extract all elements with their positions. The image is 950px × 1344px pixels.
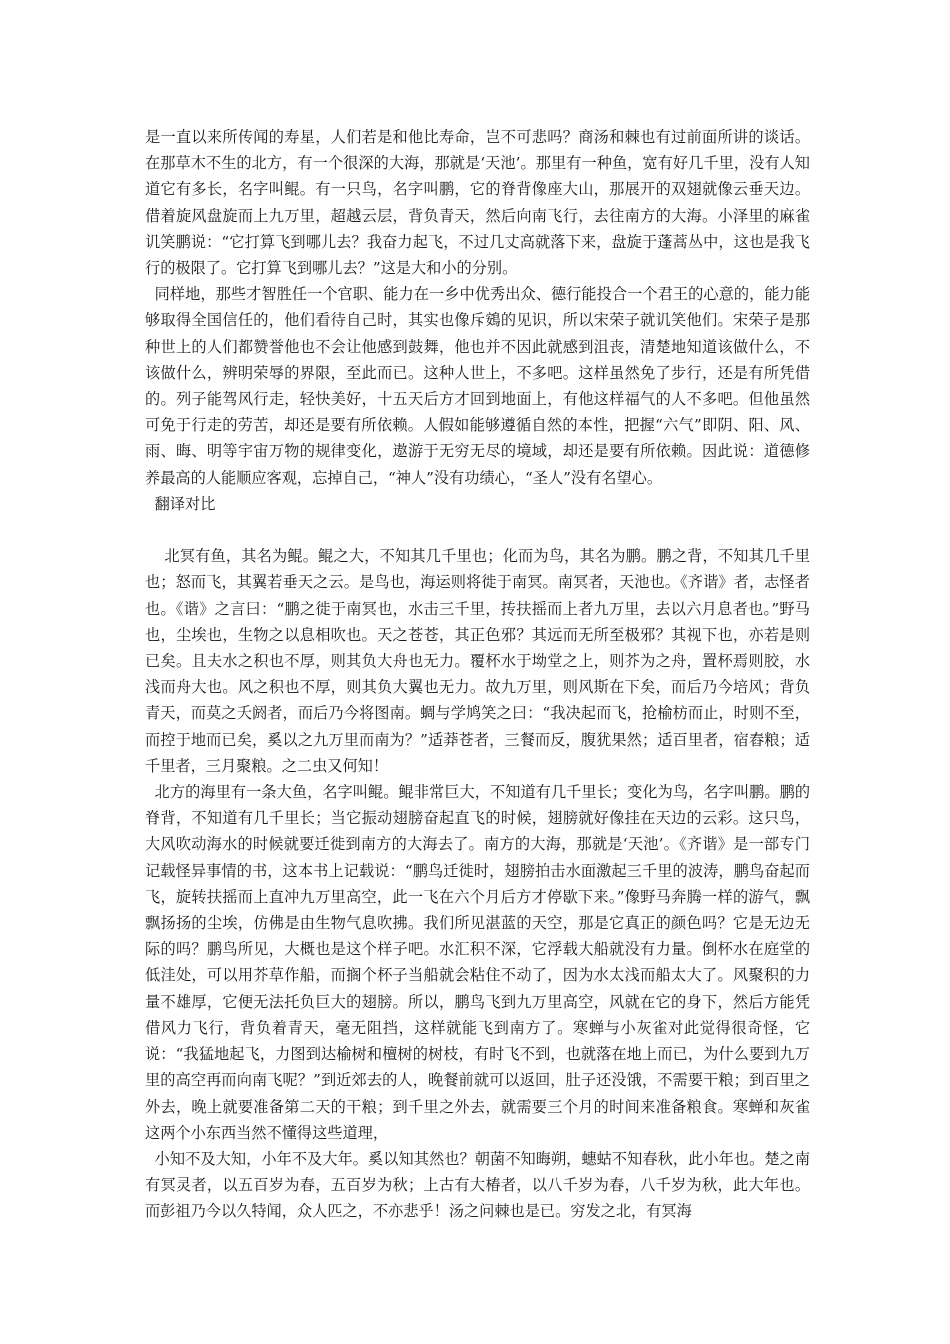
document-body [145, 124, 810, 1225]
paragraph-2: 同样地，那些才智胜任一个官职、能力在一乡中优秀出众、德行能投合一个君王的心意的，能力能够取得全国信任的，他们看待自己时，其实也像斥鴳的见识，所以宋荣子就讥笑他们。宋荣子是那种世上的人们都赞誉他也不会让他感到鼓舞，他也并不因此就感到沮丧，清楚地知道该做什么，不该做什么，辨明荣辱的界限，至此而已。这种人世上，不多吧。这样虽然免了步行，还是有所凭借的。列子能驾风行走，轻快美好，十五天后方才回到地面上，有他这样福气的人不多吧。但他虽然可免于行走的劳苦，却还是要有所依赖。人假如能够遵循自然的本性，把握“六气”即阴、阳、风、雨、晦、明等宇宙万物的规律变化，遨游于无穷无尽的境域，却还是要有所依赖。因此说：道德修养最高的人能顺应客观，忘掉自己，“神人”没有功绩心，“圣人”没有名望心。 [145, 285, 810, 487]
paragraph-5: 小知不及大知，小年不及大年。奚以知其然也？朝菌不知晦朔，蟪蛄不知春秋，此小年也。楚之南有冥灵者，以五百岁为春，五百岁为秋；上古有大椿者，以八千岁为春，八千岁为秋，此大年也。而彭祖乃今以久特闻，众人匹之，不亦悲乎！汤之问棘也是已。穷发之北，有冥海 [145, 1149, 810, 1221]
section-heading: 翻译对比 [154, 494, 216, 513]
paragraph-4: 北方的海里有一条大鱼，名字叫鲲。鲲非常巨大，不知道有几千里长；变化为鸟，名字叫鹏。鹏的脊背，不知道有几千里长；当它振动翅膀奋起直飞的时候，翅膀就好像挂在天边的云彩。这只鸟，大风吹动海水的时候就要迁徙到南方的大海去了。南方的大海，那就是‘天池’。《齐谐》是一部专门记载怪异事情的书，这本书上记载说：“鹏鸟迁徙时，翅膀拍击水面激起三千里的波涛，鹏鸟奋起而飞，旋转扶摇而上直冲九万里高空，此一飞在六个月后方才停歇下来。”像野马奔腾一样的游气，飘飘扬扬的尘埃，仿佛是由生物气息吹拂。我们所见湛蓝的天空，那是它真正的颜色吗？它是无边无际的吗？鹏鸟所见，大概也是这个样子吧。水汇积不深，它浮载大船就没有力量。倒杯水在庭堂的低洼处，可以用芥草作船，而搁个杯子当船就会粘住不动了，因为水太浅而船太大了。风聚积的力量不雄厚，它便无法托负巨大的翅膀。所以，鹏鸟飞到九万里高空，风就在它的身下，然后方能凭借风力飞行，背负着青天，毫无阻挡，这样就能飞到南方了。寒蝉与小灰雀对此觉得很奇怪，它说：“我猛地起飞，力图到达榆树和檀树的树枝，有时飞不到，也就落在地上而已，为什么要到九万里的高空再而向南飞呢？”到近郊去的人，晚餐前就可以返回，肚子还没饿，不需要干粮；到百里之外去，晚上就要准备第二天的干粮；到千里之外去，就需要三个月的时间来准备粮食。寒蝉和灰雀这两个小东西当然不懂得这些道理， [145, 783, 810, 1142]
paragraph-3: 北冥有鱼，其名为鲲。鲲之大，不知其几千里也；化而为鸟，其名为鹏。鹏之背，不知其几千里也；怒而飞，其翼若垂天之云。是鸟也，海运则将徙于南冥。南冥者，天池也。《齐谐》者，志怪者也。《谐》之言曰：“鹏之徙于南冥也，水击三千里，抟扶摇而上者九万里，去以六月息者也。”野马也，尘埃也，生物之以息相吹也。天之苍苍，其正色邪？其远而无所至极邪？其视下也，亦若是则已矣。且夫水之积也不厚，则其负大舟也无力。覆杯水于坳堂之上，则芥为之舟，置杯焉则胶，水浅而舟大也。风之积也不厚，则其负大翼也无力。故九万里，则风斯在下矣，而后乃今培风；背负青天，而莫之夭阏者，而后乃今将图南。蜩与学鸠笑之曰：“我决起而飞，抢榆枋而止，时则不至，而控于地而已矣，奚以之九万里而南为？”适莽苍者，三餐而反，腹犹果然；适百里者，宿舂粮；适千里者，三月聚粮。之二虫又何知！ [145, 547, 810, 775]
blank-line [145, 517, 810, 543]
paragraph-1: 是一直以来所传闻的寿星，人们若是和他比寿命，岂不可悲吗？商汤和棘也有过前面所讲的谈话。在那草木不生的北方，有一个很深的大海，那就是‘天池’。那里有一种鱼，宽有好几千里，没有人知道它有多长，名字叫鲲。有一只鸟，名字叫鹏，它的脊背像座大山，那展开的双翅就像云垂天边。借着旋风盘旋而上九万里，超越云层，背负青天，然后向南飞行，去往南方的大海。小泽里的麻雀讥笑鹏说：“它打算飞到哪儿去？我奋力起飞，不过几丈高就落下来，盘旋于蓬蒿丛中，这也是我飞行的极限了。它打算飞到哪儿去？”这是大和小的分别。 [145, 128, 810, 278]
